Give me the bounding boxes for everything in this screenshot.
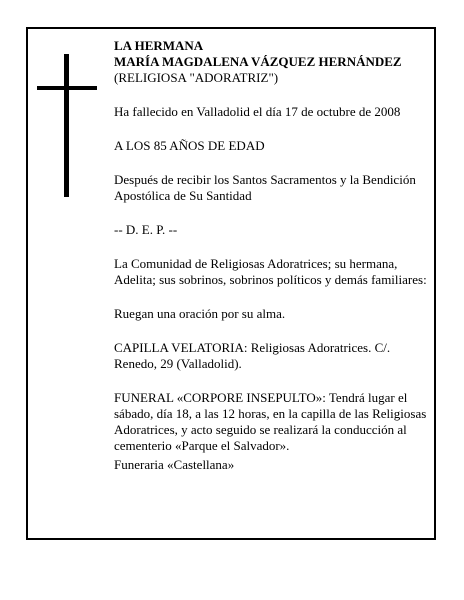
rip-line: -- D. E. P. -- — [114, 222, 178, 237]
cross-icon-bar — [37, 86, 97, 90]
chapel-line: CAPILLA VELATORIA: Religiosas Adoratrices. C/. Renedo, 29 (Valladolid). — [114, 340, 391, 371]
funeral-home: Funeraria «Castellana» — [114, 457, 235, 472]
age-line: A LOS 85 AÑOS DE EDAD — [114, 138, 265, 153]
cross-icon — [64, 54, 69, 197]
family-line: La Comunidad de Religiosas Adoratrices; su hermana, Adelita; sus sobrinos, sobrinos políticos y demás familiares: — [114, 256, 427, 287]
obituary-text — [114, 38, 432, 491]
funeral-line: FUNERAL «CORPORE INSEPULTO»: Tendrá lugar el sábado, día 18, a las 12 horas, en la capilla de las Religiosas Adoratrices, y acto seguido se realizará la conducción al cementerio «Parque el Salvador». — [114, 390, 427, 453]
deceased-subtitle: (RELIGIOSA "ADORATRIZ") — [114, 70, 279, 85]
prayer-line: Ruegan una oración por su alma. — [114, 306, 286, 321]
deceased-name: MARÍA MAGDALENA VÁZQUEZ HERNÁNDEZ — [114, 54, 402, 69]
death-notice: Ha fallecido en Valladolid el día 17 de octubre de 2008 — [114, 104, 401, 119]
sacraments-line: Después de recibir los Santos Sacramentos y la Bendición Apostólica de Su Santidad — [114, 172, 416, 203]
notice-title: LA HERMANA — [114, 38, 204, 53]
